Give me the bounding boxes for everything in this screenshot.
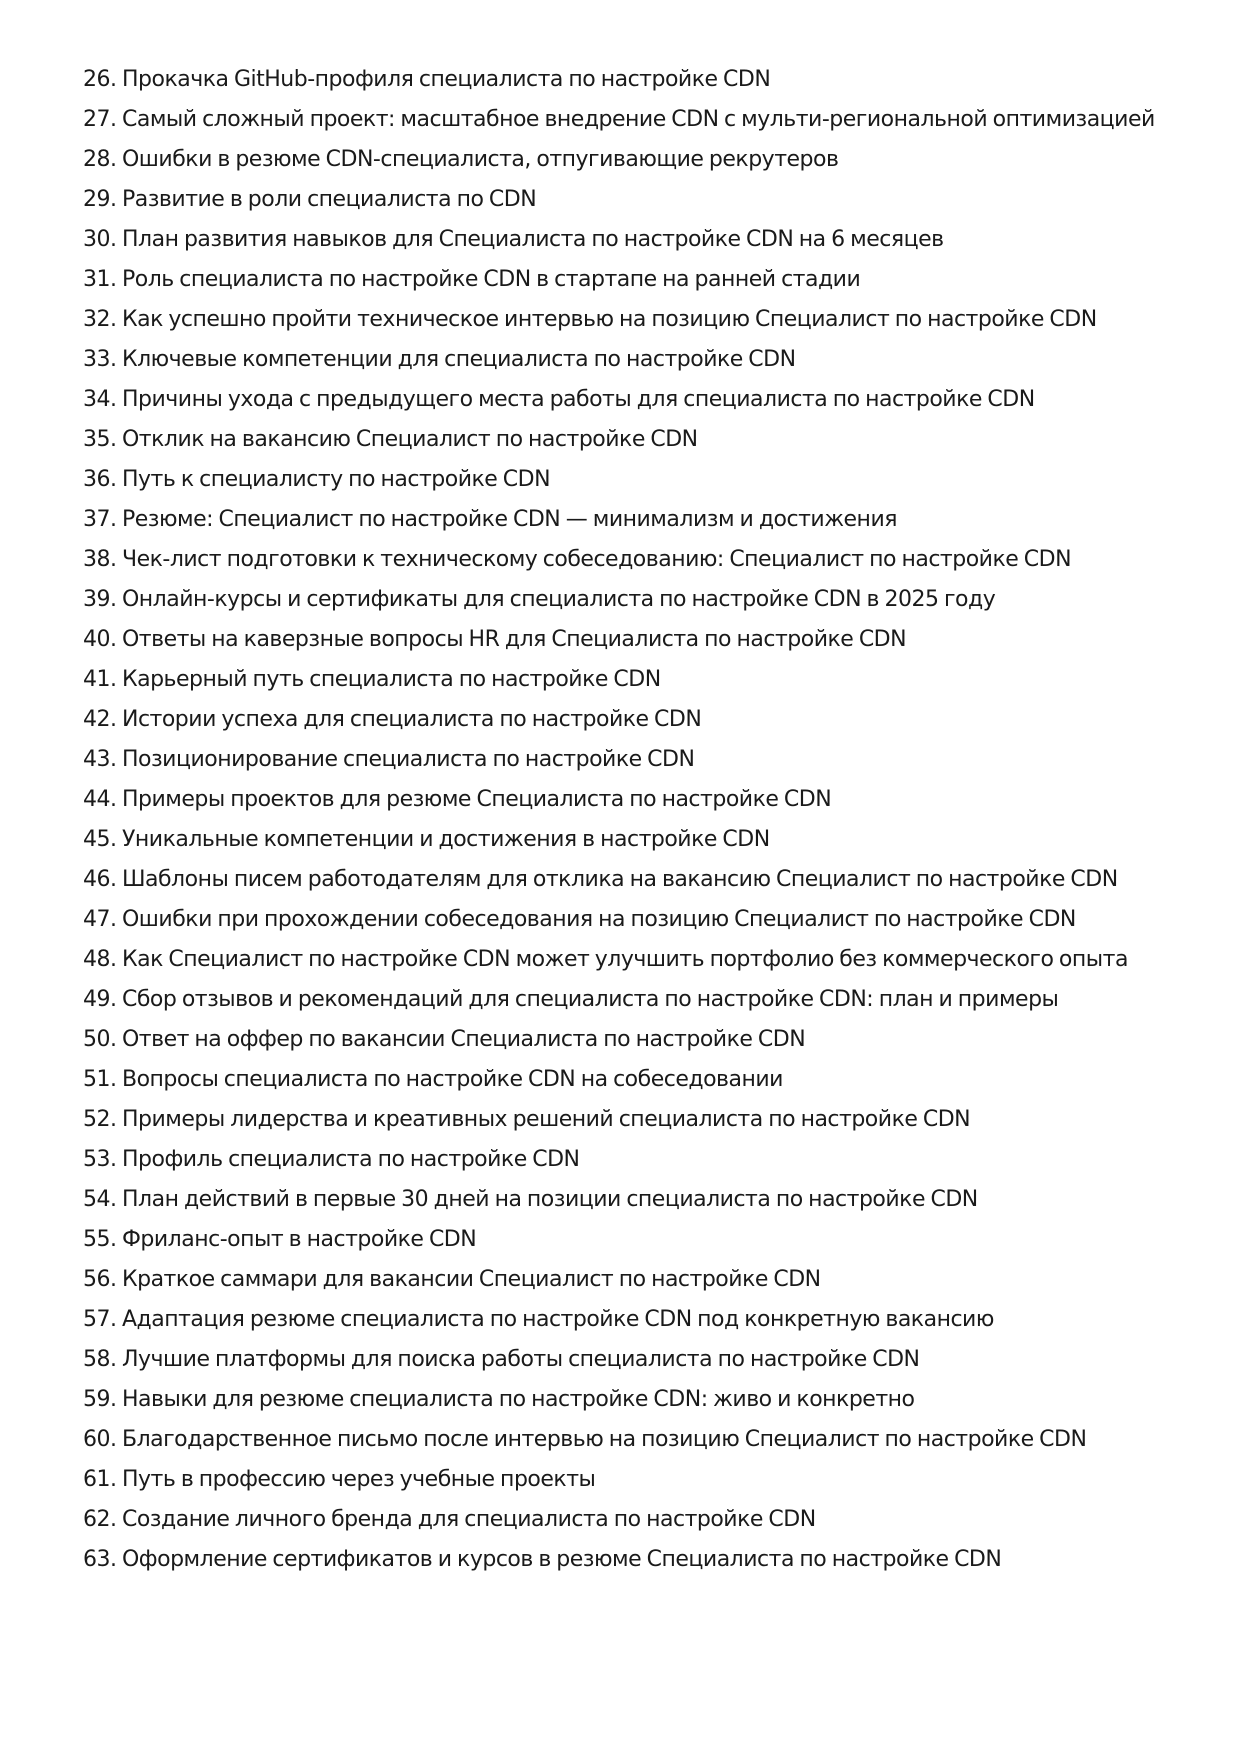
list-item: 26. Прокачка GitHub-профиля специалиста по настройке CDN [83,67,771,92]
list-item: 52. Примеры лидерства и креативных решений специалиста по настройке CDN [83,1107,971,1132]
list-item: 60. Благодарственное письмо после интервью на позицию Специалист по настройке CDN [83,1427,1087,1452]
list-item: 40. Ответы на каверзные вопросы HR для Специалиста по настройке CDN [83,627,907,652]
list-item: 30. План развития навыков для Специалиста по настройке CDN на 6 месяцев [83,227,944,252]
topic-list [83,60,1173,1580]
list-item: 41. Карьерный путь специалиста по настройке CDN [83,667,661,692]
list-item: 50. Ответ на оффер по вакансии Специалиста по настройке CDN [83,1027,806,1052]
list-item: 38. Чек-лист подготовки к техническому собеседованию: Специалист по настройке CDN [83,547,1072,572]
list-item: 63. Оформление сертификатов и курсов в резюме Специалиста по настройке CDN [83,1547,1002,1572]
list-item: 51. Вопросы специалиста по настройке CDN на собеседовании [83,1067,783,1092]
list-item: 43. Позиционирование специалиста по настройке CDN [83,747,695,772]
list-item: 56. Краткое саммари для вакансии Специалист по настройке CDN [83,1267,821,1292]
list-item: 36. Путь к специалисту по настройке CDN [83,467,551,492]
list-item: 39. Онлайн-курсы и сертификаты для специалиста по настройке CDN в 2025 году [83,587,996,612]
list-item: 54. План действий в первые 30 дней на позиции специалиста по настройке CDN [83,1187,978,1212]
list-item: 42. Истории успеха для специалиста по настройке CDN [83,707,702,732]
list-item: 62. Создание личного бренда для специалиста по настройке CDN [83,1507,816,1532]
list-item: 55. Фриланс-опыт в настройке CDN [83,1227,477,1252]
list-item: 37. Резюме: Специалист по настройке CDN — минимализм и достижения [83,507,897,532]
list-item: 28. Ошибки в резюме CDN-специалиста, отпугивающие рекрутеров [83,147,839,172]
list-item: 53. Профиль специалиста по настройке CDN [83,1147,580,1172]
list-item: 32. Как успешно пройти техническое интервью на позицию Специалист по настройке CDN [83,307,1097,332]
list-item: 27. Самый сложный проект: масштабное внедрение CDN с мульти-региональной оптимизацией [83,107,1155,132]
list-item: 57. Адаптация резюме специалиста по настройке CDN под конкретную вакансию [83,1307,994,1332]
list-item: 46. Шаблоны писем работодателям для отклика на вакансию Специалист по настройке CDN [83,867,1118,892]
list-item: 61. Путь в профессию через учебные проекты [83,1467,596,1492]
list-item: 29. Развитие в роли специалиста по CDN [83,187,537,212]
list-item: 34. Причины ухода с предыдущего места работы для специалиста по настройке CDN [83,387,1035,412]
list-item: 47. Ошибки при прохождении собеседования на позицию Специалист по настройке CDN [83,907,1076,932]
list-item: 31. Роль специалиста по настройке CDN в стартапе на ранней стадии [83,267,861,292]
list-item: 45. Уникальные компетенции и достижения в настройке CDN [83,827,770,852]
list-item: 48. Как Специалист по настройке CDN может улучшить портфолио без коммерческого опыта [83,947,1128,972]
list-item: 58. Лучшие платформы для поиска работы специалиста по настройке CDN [83,1347,920,1372]
list-item: 59. Навыки для резюме специалиста по настройке CDN: живо и конкретно [83,1387,915,1412]
list-item: 35. Отклик на вакансию Специалист по настройке CDN [83,427,698,452]
list-item: 33. Ключевые компетенции для специалиста по настройке CDN [83,347,796,372]
list-item: 44. Примеры проектов для резюме Специалиста по настройке CDN [83,787,832,812]
list-item: 49. Сбор отзывов и рекомендаций для специалиста по настройке CDN: план и примеры [83,987,1059,1012]
